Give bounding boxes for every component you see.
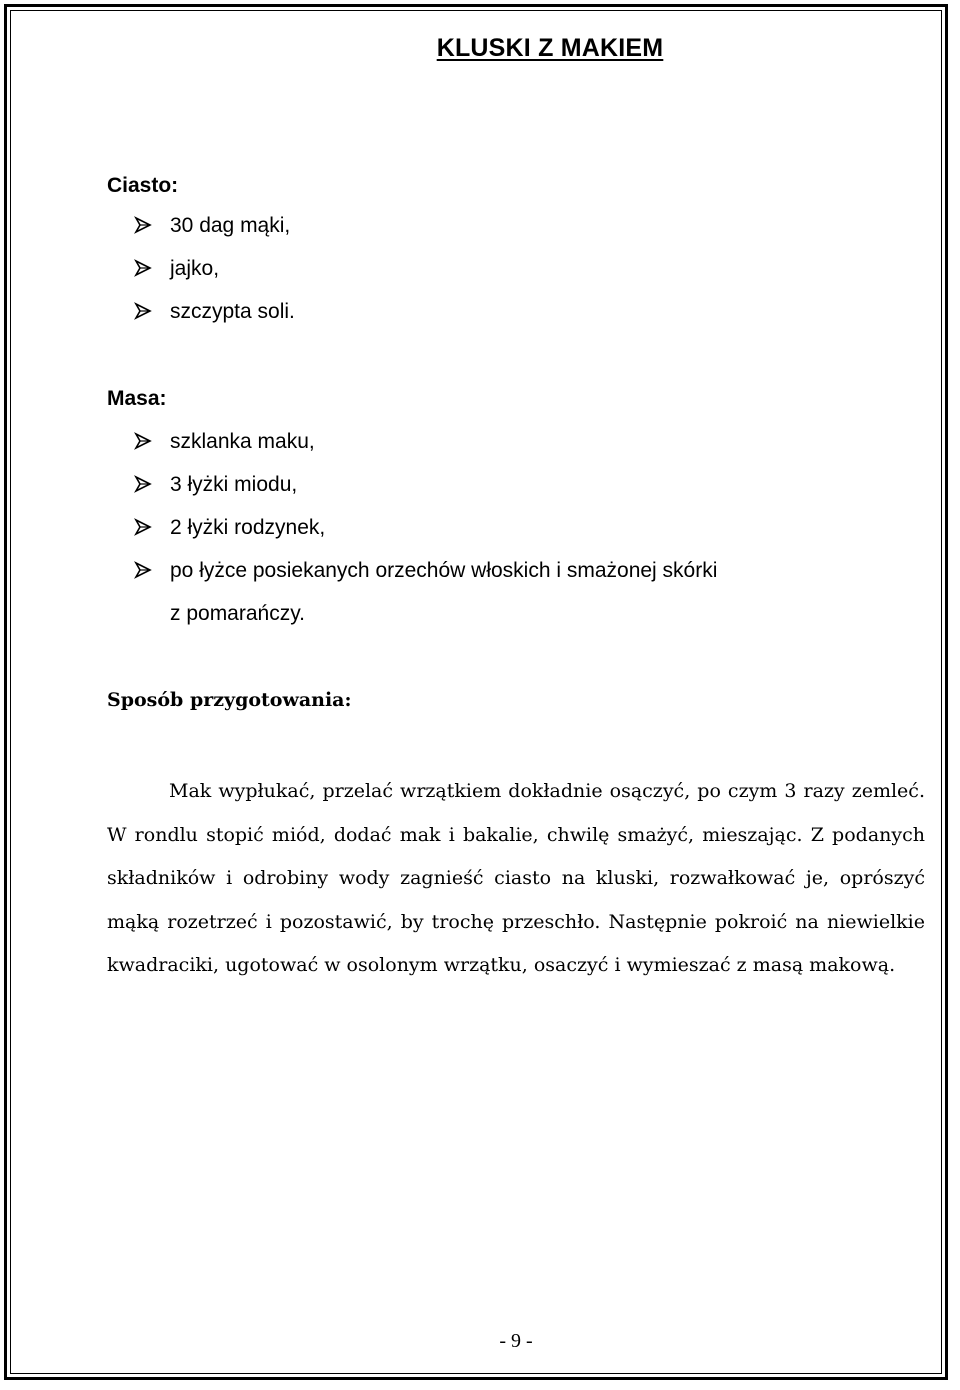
list-item-text: 3 łyżki miodu, — [170, 473, 298, 496]
list-item-text: jajko, — [170, 257, 220, 280]
arrowhead-bullet-icon — [134, 432, 152, 450]
filling-ingredient-list — [134, 427, 717, 629]
arrowhead-bullet-icon — [134, 561, 152, 579]
arrowhead-bullet-icon — [134, 216, 152, 234]
list-item — [134, 513, 717, 556]
filling-heading: Masa: — [107, 387, 167, 410]
arrowhead-bullet-icon — [134, 518, 152, 536]
list-item — [134, 297, 295, 340]
dough-ingredient-list — [134, 211, 295, 340]
list-item-text: 30 dag mąki, — [170, 214, 291, 237]
list-item-text-continuation: z pomarańczy. — [170, 602, 305, 625]
preparation-text: Mak wypłukać, przelać wrzątkiem dokładnie osączyć, po czym 3 razy zemleć. W rondlu stopić miód, dodać mak i bakalie, chwilę smażyć, mieszając. Z podanych składników i odrobiny wody zagnieść ciasto na kluski, rozwałkować je, oprószyć mąką rozetrzeć i pozostawić, by trochę przeschło. Następnie pokroić na niewielkie kwadraciki, ugotować w osolonym wrzątku, osaczyć i wymieszać z masą makową. — [107, 780, 925, 976]
recipe-title: KLUSKI Z MAKIEM — [436, 34, 664, 62]
list-item — [134, 470, 717, 513]
list-item-text: szczypta soli. — [170, 300, 295, 323]
preparation-heading: Sposób przygotowania: — [107, 689, 352, 711]
list-item — [134, 211, 295, 254]
arrowhead-bullet-icon — [134, 259, 152, 277]
arrowhead-bullet-icon — [134, 475, 152, 493]
list-item — [134, 556, 717, 629]
page-number: - 9 - — [499, 1330, 533, 1352]
dough-heading: Ciasto: — [107, 174, 179, 197]
list-item-text: 2 łyżki rodzynek, — [170, 516, 326, 539]
arrowhead-bullet-icon — [134, 302, 152, 320]
list-item-text: po łyżce posiekanych orzechów włoskich i smażonej skórki — [170, 559, 718, 582]
list-item-text: szklanka maku, — [170, 430, 315, 453]
list-item — [134, 427, 717, 470]
list-item — [134, 254, 295, 297]
